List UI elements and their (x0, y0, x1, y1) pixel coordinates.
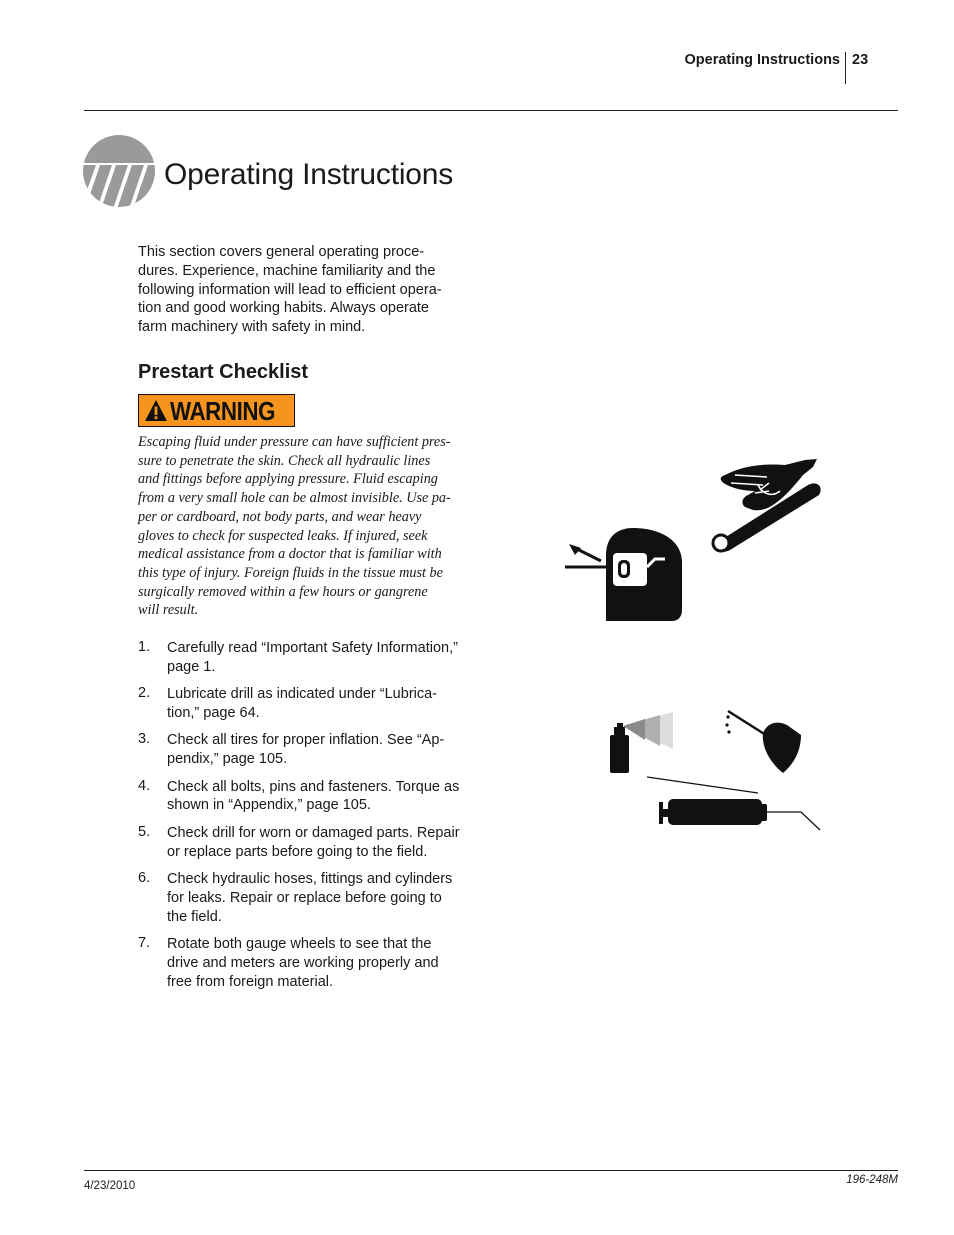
hydraulic-cylinder-icon (647, 777, 820, 830)
item-line: tion,” page 64. (167, 704, 260, 721)
warning-line: medical assistance from a doctor that is familiar with (138, 546, 442, 563)
warning-line: and fittings before applying pressure. Fluid escaping (138, 471, 438, 488)
warning-label (138, 394, 295, 427)
chapter-logo-icon (82, 133, 156, 209)
warning-line: will result. (138, 602, 199, 619)
item-line: Carefully read “Important Safety Information,” (167, 640, 458, 656)
hand-leak-icon (713, 459, 821, 552)
item-number: 3. (138, 731, 151, 748)
checklist-item (138, 778, 483, 816)
item-line: Check drill for worn or damaged parts. Repair (167, 824, 460, 841)
warning-line: gloves to check for suspected leaks. If injured, seek (138, 527, 428, 544)
item-line: Lubricate drill as indicated under “Lubrica- (167, 686, 438, 703)
item-line: the field. (167, 908, 222, 925)
checklist-item (138, 639, 483, 677)
item-number: 6. (138, 869, 151, 886)
intro-line: This section covers general operating proce- (138, 244, 425, 260)
checklist-item (138, 731, 483, 769)
item-line: shown in “Appendix,” page 105. (167, 797, 371, 814)
header-rule (84, 110, 898, 111)
item-number: 5. (138, 823, 151, 840)
page-title: Operating Instructions (164, 158, 454, 191)
warning-line: sure to penetrate the skin. Check all hydraulic lines (138, 452, 431, 469)
spray-can-icon (610, 712, 673, 773)
alert-triangle-icon (144, 399, 168, 422)
item-number: 1. (138, 639, 151, 655)
warning-paragraph (138, 433, 483, 620)
checklist-item (138, 685, 483, 723)
checklist-item (138, 935, 483, 991)
intro-line: dures. Experience, machine familiarity and the (138, 262, 436, 279)
intro-line: farm machinery with safety in mind. (138, 319, 366, 336)
warning-text: WARNING (170, 396, 276, 426)
safety-pictogram-figure (555, 455, 830, 835)
item-line: drive and meters are working properly and (167, 954, 439, 971)
warning-line: Escaping fluid under pressure can have sufficient pres- (138, 434, 451, 450)
item-line: Check all bolts, pins and fasteners. Torque as (167, 778, 460, 795)
warning-line: surgically removed within a few hours or gangrene (138, 583, 428, 600)
warning-line: from a very small hole can be almost invisible. Use pa- (138, 490, 451, 507)
warning-line: per or cardboard, not body parts, and wear heavy (138, 508, 422, 525)
footer-date: 4/23/2010 (84, 1180, 136, 1192)
item-number: 4. (138, 777, 151, 794)
footer-document-number: 196-248M (846, 1174, 898, 1186)
face-shield-icon (565, 528, 682, 621)
page-number: 23 (852, 52, 869, 68)
item-line: for leaks. Repair or replace before going to (167, 889, 442, 906)
item-line: Check hydraulic hoses, fittings and cylinders (167, 870, 453, 887)
checklist-item (138, 824, 483, 862)
footer-rule (84, 1170, 898, 1171)
item-line: free from foreign material. (167, 973, 334, 990)
intro-paragraph (138, 243, 473, 337)
running-header-section: Operating Instructions (684, 52, 840, 68)
checklist-item (138, 870, 483, 926)
item-line: or replace parts before going to the field. (167, 843, 428, 860)
prestart-checklist (138, 639, 483, 1000)
item-number: 7. (138, 934, 151, 951)
oil-can-icon (725, 711, 801, 773)
item-line: page 1. (167, 658, 216, 675)
warning-line: this type of injury. Foreign fluids in the tissue must be (138, 564, 443, 581)
intro-line: tion and good working habits. Always operate (138, 300, 429, 317)
header-divider (845, 52, 846, 84)
item-line: Check all tires for proper inflation. See “Ap- (167, 732, 445, 749)
item-number: 2. (138, 685, 151, 702)
intro-line: following information will lead to efficient opera- (138, 281, 442, 298)
section-heading: Prestart Checklist (138, 361, 309, 383)
item-line: pendix,” page 105. (167, 751, 288, 768)
item-line: Rotate both gauge wheels to see that the (167, 935, 432, 952)
